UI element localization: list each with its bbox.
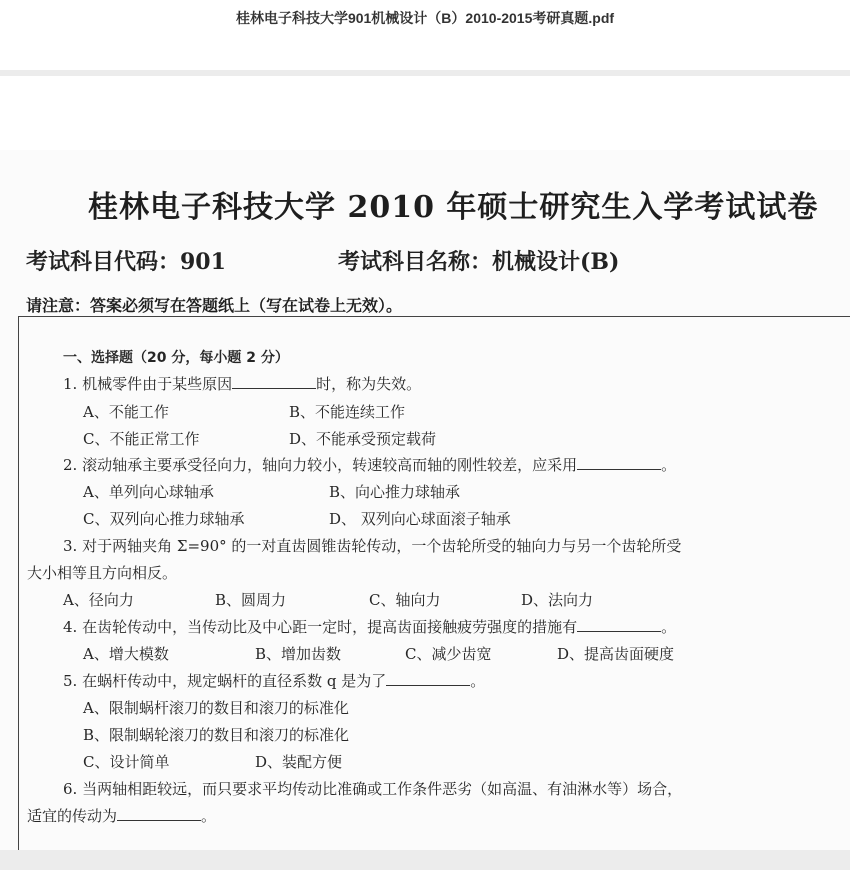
answer-blank [117, 808, 201, 821]
question-4 [63, 616, 676, 637]
question-4-stem-end: 。 [661, 618, 677, 636]
option: A、径向力 [63, 591, 134, 609]
question-6-continuation [27, 805, 216, 826]
option: D、 双列向心球面滚子轴承 [329, 510, 511, 528]
answer-blank [577, 457, 661, 470]
option: D、不能承受预定载荷 [289, 430, 437, 448]
answer-notice: 请注意：答案必须写在答题纸上（写在试卷上无效）。 [26, 296, 403, 315]
option: B、圆周力 [215, 591, 287, 609]
option: C、双列向心推力球轴承 [83, 510, 245, 528]
subject-name: 考试科目名称：机械设计(B) [338, 249, 620, 275]
answer-blank [386, 673, 470, 686]
option: B、不能连续工作 [289, 403, 406, 421]
question-2-stem: 2. 滚动轴承主要承受径向力，轴向力较小，转速较高而轴的刚性较差，应采用 [63, 456, 578, 474]
question-box [18, 316, 850, 850]
question-6: 6. 当两轴相距较远，而只要求平均传动比准确或工作条件恶劣（如高温、有油淋水等）场合， [63, 780, 683, 798]
question-1-stem-end: 时，称为失效。 [316, 375, 422, 393]
answer-blank [577, 619, 661, 632]
viewer-footer-bar [0, 850, 850, 870]
question-2 [63, 454, 676, 475]
subject-code: 考试科目代码：901 [26, 249, 226, 275]
question-6-stem: 适宜的传动为 [27, 807, 118, 825]
option: D、法向力 [521, 591, 594, 609]
file-title: 桂林电子科技大学901机械设计（B）2010-2015考研真题.pdf [235, 10, 615, 26]
option: C、减少齿宽 [405, 645, 492, 663]
option: D、装配方便 [255, 753, 343, 771]
option: C、不能正常工作 [83, 430, 200, 448]
option: C、轴向力 [369, 591, 441, 609]
option: C、设计简单 [83, 753, 170, 771]
question-1-stem: 1. 机械零件由于某些原因 [63, 375, 233, 393]
option: A、限制蜗杆滚刀的数目和滚刀的标准化 [83, 699, 349, 717]
option: D、提高齿面硬度 [557, 645, 675, 663]
question-6-stem-end: 。 [201, 807, 217, 825]
section-heading: 一、选择题（20 分，每小题 2 分） [63, 350, 289, 366]
question-4-stem: 4. 在齿轮传动中，当传动比及中心距一定时，提高齿面接触疲劳强度的措施有 [63, 618, 578, 636]
question-5-stem: 5. 在蜗杆传动中，规定蜗杆的直径系数 q 是为了 [63, 672, 387, 690]
option: B、增加齿数 [255, 645, 342, 663]
question-3: 3. 对于两轴夹角 Σ=90° 的一对直齿圆锥齿轮传动，一个齿轮所受的轴向力与另一个齿轮所受 [63, 537, 682, 555]
exam-title: 桂林电子科技大学 2010 年硕士研究生入学考试试卷 [88, 190, 819, 225]
option: B、限制蜗轮滚刀的数目和滚刀的标准化 [83, 726, 350, 744]
question-2-stem-end: 。 [661, 456, 677, 474]
question-5-stem-end: 。 [470, 672, 486, 690]
option: A、不能工作 [83, 403, 169, 421]
option: A、增大模数 [83, 645, 169, 663]
option: A、单列向心球轴承 [83, 483, 214, 501]
document-page [0, 150, 850, 850]
viewer-header [0, 0, 850, 76]
question-1 [63, 373, 421, 394]
question-5 [63, 670, 485, 691]
option: B、向心推力球轴承 [329, 483, 461, 501]
answer-blank [232, 376, 316, 389]
question-3-continuation: 大小相等且方向相反。 [27, 564, 178, 582]
